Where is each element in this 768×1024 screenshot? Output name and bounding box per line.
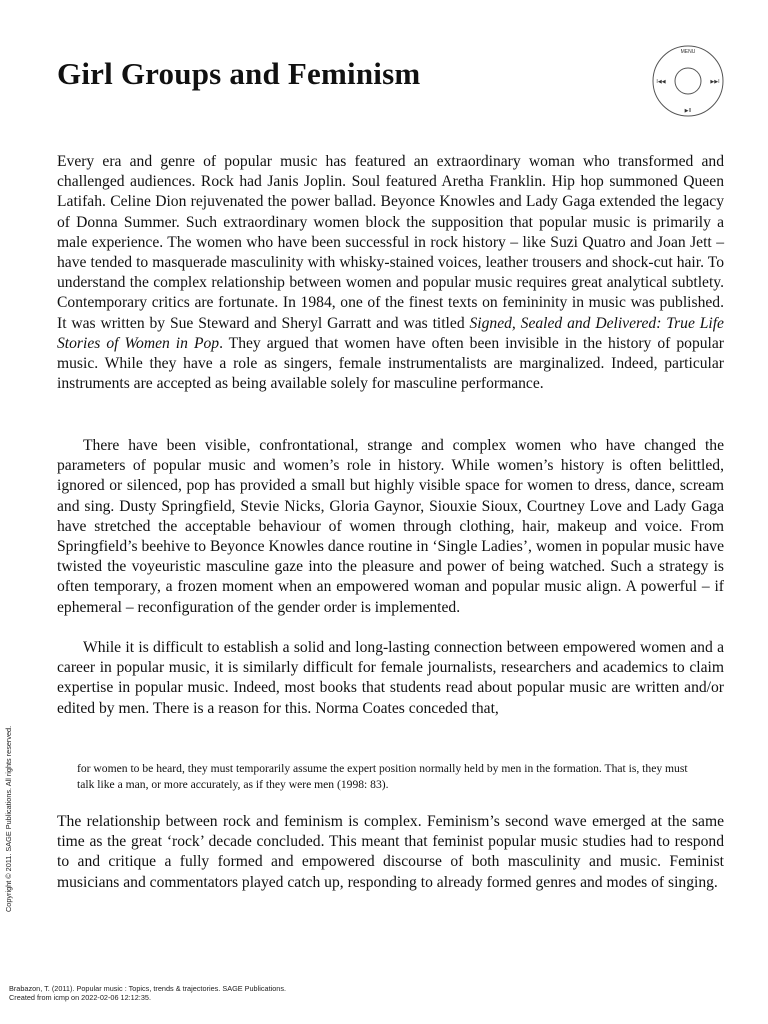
paragraph-4: The relationship between rock and feminism is complex. Feminism’s second wave emerged at the same time as the great ‘rock’ decade concluded. This meant that feminist popular music studies had to respond to and critique a fully formed and empowered discourse of both masculinity and music. Feminist musicians and commentators played catch up, responding to already formed genres and modes of singing. — [57, 813, 724, 891]
footer-citation: Brabazon, T. (2011). Popular music : Topics, trends & trajectories. SAGE Publications. — [9, 984, 287, 993]
prev-icon[interactable]: I◀◀ — [656, 79, 666, 85]
copyright-notice: Copyright © 2011. SAGE Publications. All rights reserved. — [4, 725, 13, 912]
page-title: Girl Groups and Feminism — [57, 56, 421, 91]
footer-created: Created from icmp on 2022-02-06 12:12:35. — [9, 993, 151, 1002]
center-button[interactable] — [675, 68, 701, 94]
paragraph-1-text-a: Every era and genre of popular music has featured an extraordinary woman who transformed and challenged audiences. Rock had Janis Joplin. Soul featured Aretha Franklin. Hip hop summoned Queen Latifah. Celine Dion rejuvenated the power ballad. Beyonce Knowles and Lady Gaga extended the legacy of Donna Summer. Such extraordinary women block the supposition that popular music is primarily a male experience. The women who have been successful in rock history – like Suzi Quatro and Joan Jett – have tended to masquerade masculinity with whisky-stained voices, leather trousers and shock-cut hair. To understand the complex relationship between women and popular music requires great analytical subtlety. Contemporary critics are fortunate. In 1984, one of the finest texts on femininity in music was published. It was written by Sue Steward and Sheryl Garratt and was titled — [57, 153, 724, 332]
book-title: Signed, Sealed and Delivered: True Life Stories of Women in Pop — [57, 314, 724, 352]
paragraph-3: While it is difficult to establish a solid and long-lasting connection between empowered women and a career in popular music, it is similarly difficult for female journalists, researchers and academics to claim expertise in popular music. Indeed, most books that students read about popular music are written and/or edited by men. There is a reason for this. Norma Coates conceded that, — [57, 639, 724, 717]
menu-label[interactable]: MENU — [680, 49, 696, 55]
paragraph-2: There have been visible, confrontational, strange and complex women who have changed the parameters of popular music and women’s role in history. While women’s history is often belittled, ignored or silenced, pop has provided a small but highly visible space for women to dress, dance, scream and sing. Dusty Springfield, Stevie Nicks, Gloria Gaynor, Siouxie Sioux, Courtney Love and Lady Gaga have stretched the acceptable behaviour of women through clothing, hair, makeup and voice. From Springfield’s beehive to Beyonce Knowles dance routine in ‘Single Ladies’, women in popular music have twisted the voyeuristic masculine gaze into the pleasure and power of being watched. Such a strategy is often temporary, a frozen moment when an empowered woman and popular music align. A powerful – if ephemeral – reconfiguration of the gender order is implemented. — [57, 437, 724, 616]
nav-wheel[interactable] — [648, 44, 728, 118]
next-icon[interactable]: ▶▶I — [710, 79, 720, 85]
paragraph-1 — [57, 152, 724, 394]
footer — [9, 984, 286, 1002]
paragraph-1-text-b: . They argued that women have often been invisible in the history of popular music. While they have a role as singers, female instrumentalists are marginalized. Indeed, particular instruments are accepted as being available solely for masculine performance. — [57, 334, 724, 393]
block-quote: for women to be heard, they must temporarily assume the expert position normally held by men in the formation. That is, they must talk like a man, or more accurately, as if they were men (1998: 83). — [77, 762, 688, 791]
play-pause-icon[interactable]: ▶II — [684, 108, 692, 114]
